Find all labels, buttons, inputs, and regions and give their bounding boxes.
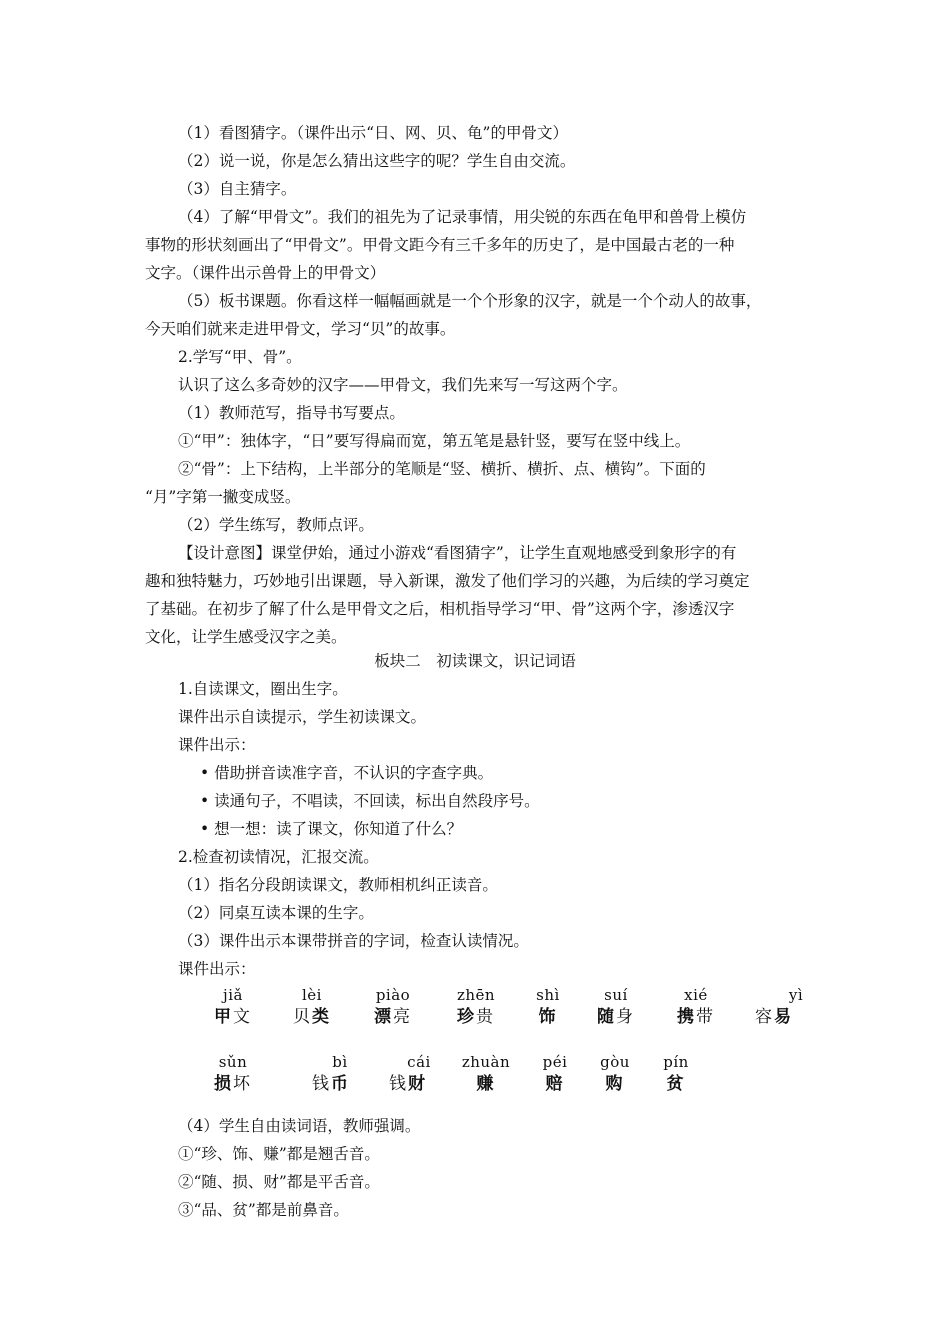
text-line: （1）指名分段朗读课文，教师相机纠正读音。	[178, 876, 498, 894]
text-line: （4）学生自由读词语，教师强调。	[178, 1117, 421, 1135]
text-line: 事物的形状刻画出了“甲骨文”。甲骨文距今有三千多年的历史了，是中国最古老的一种	[145, 236, 735, 254]
pinyin: sǔn	[218, 1053, 248, 1071]
text-line: 课件出示：	[178, 736, 256, 754]
vocab-item	[178, 1052, 288, 1096]
text-line: ②“骨”：上下结构，上半部分的笔顺是“竖、横折、横折、点、横钩”。下面的	[178, 460, 706, 478]
text-line: “月”字第一撇变成竖。	[145, 488, 301, 506]
text-line: （1）教师范写，指导书写要点。	[178, 404, 405, 422]
design-intent-line: 文化，让学生感受汉字之美。	[145, 628, 347, 646]
text-line: ②“随、损、财”都是平舌音。	[178, 1173, 380, 1191]
bullet-item: • 想一想：读了课文，你知道了什么？	[200, 820, 463, 838]
vocab-word: 赚	[476, 1074, 496, 1094]
text-line: 2.学写“甲、骨”。	[178, 348, 302, 366]
text-line: （3）自主猜字。	[178, 180, 297, 198]
design-intent-line: 【设计意图】课堂伊始，通过小游戏“看图猜字”，让学生直观地感受到象形字的有	[178, 544, 737, 562]
text-line: ①“甲”：独体字，“日”要写得扁而宽，第五笔是悬针竖，要写在竖中线上。	[178, 432, 691, 450]
text-line: 文字。（课件出示兽骨上的甲骨文）	[145, 264, 386, 282]
text-line: （1）看图猜字。（课件出示“日、网、贝、龟”的甲骨文）	[178, 124, 568, 142]
text-line: 课件出示：	[178, 960, 256, 978]
bullet-icon: •	[200, 820, 215, 838]
vocab-word: 随身	[597, 1007, 635, 1027]
text-line: （2）学生练写，教师点评。	[178, 516, 374, 534]
pinyin: piào	[375, 986, 411, 1004]
pinyin: péi	[542, 1053, 568, 1071]
pinyin: zhēn	[456, 986, 496, 1004]
bullet-item: • 借助拼音读准字音，不认识的字查字典。	[200, 764, 494, 782]
text-line: （2）同桌互读本课的生字。	[178, 904, 374, 922]
vocab-word: 甲文	[214, 1007, 252, 1027]
vocab-item	[719, 985, 829, 1029]
bullet-icon: •	[200, 792, 215, 810]
vocab-word: 贫	[666, 1074, 686, 1094]
pinyin: bì	[332, 1053, 348, 1071]
pinyin: jiǎ	[223, 986, 243, 1004]
text-line: ①“珍、饰、赚”都是翘舌音。	[178, 1145, 380, 1163]
pinyin: xié	[684, 986, 708, 1004]
text-line: 1.自读课文，圈出生字。	[178, 680, 348, 698]
vocab-word: 钱财	[389, 1074, 427, 1094]
vocab-item	[621, 1052, 731, 1096]
block-title: 板块二 初读课文，识记词语	[374, 652, 576, 670]
vocab-word: 购	[605, 1074, 625, 1094]
text-line: ③“品、贫”都是前鼻音。	[178, 1201, 349, 1219]
bullet-icon: •	[200, 764, 215, 782]
pinyin: gòu	[600, 1053, 630, 1071]
vocab-word: 钱币	[312, 1074, 350, 1094]
vocab-word: 携带	[677, 1007, 715, 1027]
design-intent-line: 了基础。在初步了解了什么是甲骨文之后，相机指导学习“甲、骨”这两个字，渗透汉字	[145, 600, 735, 618]
text-line: （2）说一说，你是怎么猜出这些字的呢？学生自由交流。	[178, 152, 576, 170]
pinyin: suí	[604, 986, 628, 1004]
design-intent-line: 趣和独特魅力，巧妙地引出课题，导入新课，激发了他们学习的兴趣，为后续的学习奠定	[145, 572, 750, 590]
text-line: 认识了这么多奇妙的汉字——甲骨文，我们先来写一写这两个字。	[178, 376, 628, 394]
vocab-word: 损坏	[214, 1074, 252, 1094]
vocab-word: 贝类	[293, 1007, 331, 1027]
pinyin: lèi	[302, 986, 322, 1004]
text-line: （3）课件出示本课带拼音的字词，检查认读情况。	[178, 932, 529, 950]
vocab-word: 漂亮	[374, 1007, 412, 1027]
bullet-item: • 读通句子，不唱读，不回读，标出自然段序号。	[200, 792, 540, 810]
text-line: （5）板书课题。你看这样一幅幅画就是一个个形象的汉字，就是一个个动人的故事，	[178, 292, 762, 310]
pinyin: shì	[536, 986, 560, 1004]
vocab-word: 珍贵	[457, 1007, 495, 1027]
vocab-word: 容易	[755, 1007, 793, 1027]
vocab-word: 饰	[538, 1007, 558, 1027]
text-line: 2.检查初读情况，汇报交流。	[178, 848, 379, 866]
pinyin: zhuàn	[461, 1053, 511, 1071]
pinyin: cái	[407, 1053, 431, 1071]
pinyin: pín	[663, 1053, 689, 1071]
text-line: 今天咱们就来走进甲骨文，学习“贝”的故事。	[145, 320, 456, 338]
pinyin: yì	[788, 986, 804, 1004]
text-line: （4）了解“甲骨文”。我们的祖先为了记录事情，用尖锐的东西在龟甲和兽骨上模仿	[178, 208, 747, 226]
text-line: 课件出示自读提示，学生初读课文。	[178, 708, 427, 726]
vocab-word: 赔	[545, 1074, 565, 1094]
